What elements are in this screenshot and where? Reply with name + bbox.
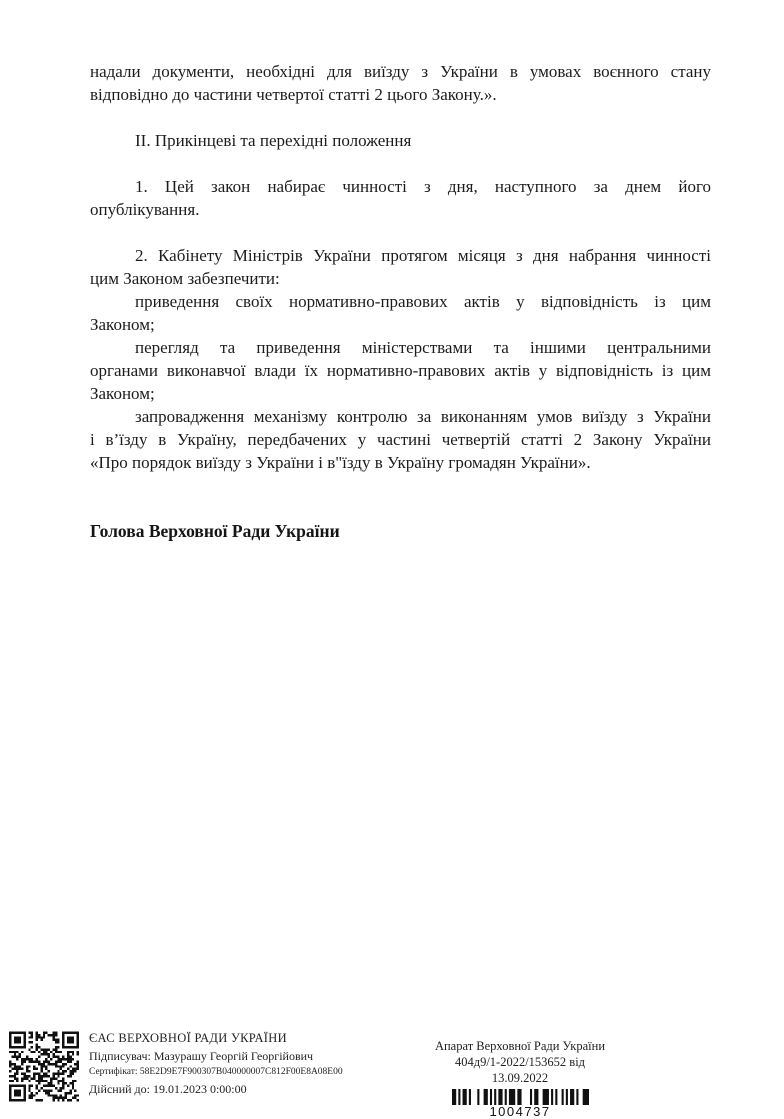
registration-number: 404д9/1-2022/153652 від 13.09.2022 <box>454 1055 586 1085</box>
barcode-icon <box>452 1089 589 1105</box>
paragraph <box>90 244 711 290</box>
registration-stamp <box>428 1038 612 1118</box>
paragraph <box>90 175 711 221</box>
text-line: перегляд та приведення міністерствами та іншими центральними <box>135 338 711 357</box>
text-line: і в’їзду в Україну, передбачених у частині четвертій статті 2 Закону України <box>90 430 711 449</box>
text-line: 2. Кабінету Міністрів України протягом місяця з дня набрання чинності <box>135 246 711 265</box>
barcode-number: 1004737 <box>489 1104 551 1119</box>
paragraph <box>90 129 711 152</box>
text-line: надали документи, необхідні для виїзду з України в умовах воєнного стану <box>90 62 711 81</box>
signature-system-label: ЄАС ВЕРХОВНОЇ РАДИ УКРАЇНИ <box>89 1031 287 1045</box>
registration-office: Апарат Верховної Ради України <box>434 1039 606 1053</box>
text-line: цим Законом забезпечити: <box>90 269 280 288</box>
text-line: Законом; <box>90 315 155 334</box>
text-line: «Про порядок виїзду з України і в"їзду в Україну громадян України». <box>90 453 591 472</box>
signatory-title: Голова Верховної Ради України <box>90 521 340 541</box>
certificate-number: Сертифікат: 58E2D9E7F900307B040000007C812F00E8A08E00 <box>89 1067 343 1077</box>
text-line: 1. Цей закон набирає чинності з дня, наступного за днем його <box>135 177 711 196</box>
paragraph <box>90 60 711 106</box>
paragraph <box>90 290 711 336</box>
digital-signature-stamp <box>89 1031 419 1096</box>
qr-code-icon <box>9 1030 79 1103</box>
signer-name: Підписувач: Мазурашу Георгій Георгійович <box>89 1049 314 1063</box>
text-line: органами виконавчої влади їх нормативно-правових актів у відповідність із цим <box>90 361 711 380</box>
text-line: приведення своїх нормативно-правових актів у відповідність із цим <box>135 292 711 311</box>
text-line: ІІ. Прикінцеві та перехідні положення <box>135 131 412 150</box>
text-line: Законом; <box>90 384 155 403</box>
document-body <box>90 60 711 543</box>
text-line: відповідно до частини четвертої статті 2 цього Закону.». <box>90 85 497 104</box>
paragraph <box>90 405 711 474</box>
text-line: опублікування. <box>90 200 200 219</box>
certificate-validity: Дійсний до: 19.01.2023 0:00:00 <box>89 1082 247 1096</box>
text-line: запровадження механізму контролю за виконанням умов виїзду з України <box>135 407 711 426</box>
paragraph <box>90 336 711 405</box>
